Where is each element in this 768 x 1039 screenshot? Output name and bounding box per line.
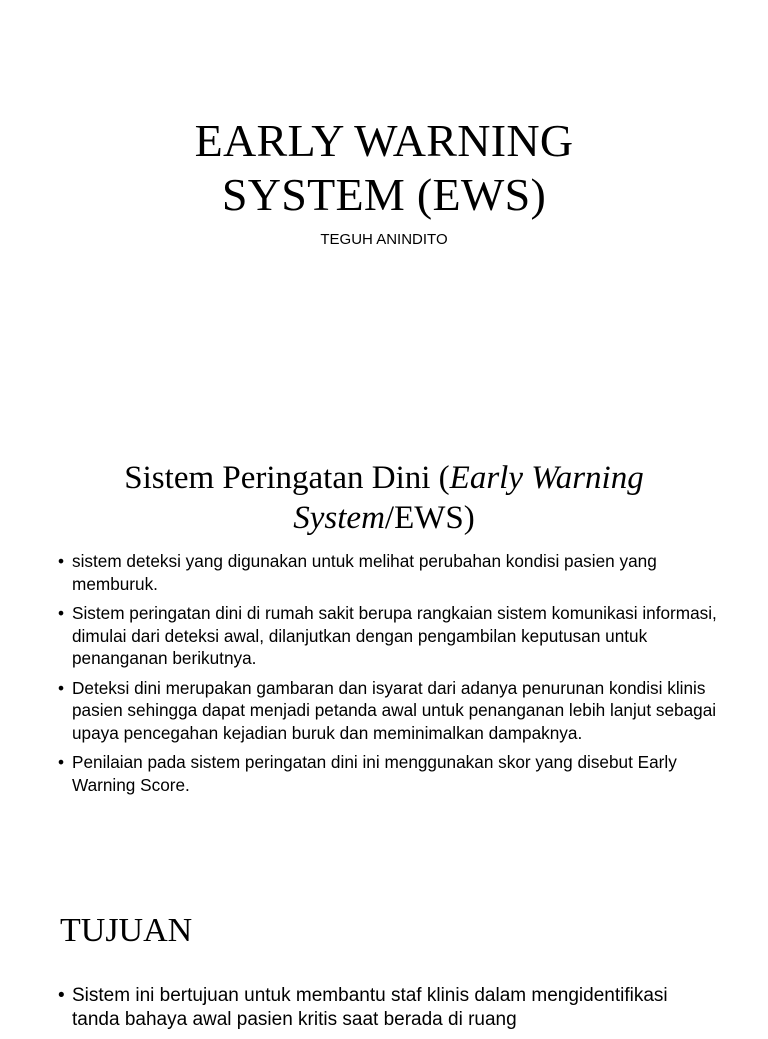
bullet-icon: • [58, 752, 65, 772]
definition-bullet-list [58, 550, 718, 803]
bullet-text: Sistem ini bertujuan untuk membantu staf klinis dalam mengidentifikasi tanda bahaya awal pasien kritis saat berada di ruang [72, 985, 668, 1030]
bullet-text: Sistem peringatan dini di rumah sakit berupa rangkaian sistem komunikasi informasi, dimulai dari deteksi awal, dilanjutkan dengan pengambilan keputusan untuk penanganan berikutnya. [72, 603, 717, 668]
list-item [58, 550, 718, 595]
bullet-icon: • [58, 603, 65, 623]
bullet-icon: • [58, 985, 65, 1006]
purpose-bullet-list [58, 984, 718, 1039]
title-prefix: Sistem Peringatan Dini ( [124, 460, 450, 496]
title-line-1: EARLY WARNING [194, 115, 574, 166]
bullet-icon: • [58, 551, 65, 571]
list-item [58, 602, 718, 670]
list-item [58, 677, 718, 745]
title-italic-2: System [293, 500, 385, 536]
definition-title [60, 458, 708, 538]
slide-title [0, 0, 768, 420]
bullet-text: sistem deteksi yang digunakan untuk melihat perubahan kondisi pasien yang memburuk. [72, 551, 657, 594]
presentation-title [0, 114, 768, 222]
bullet-text: Deteksi dini merupakan gambaran dan isyarat dari adanya penurunan kondisi klinis pasien sehingga dapat menjadi petanda awal untuk penanganan lebih lanjut sebagai upaya pencegahan kejadian buruk dan meminimalkan dampaknya. [72, 677, 717, 743]
bullet-icon: • [58, 677, 65, 698]
bullet-text: Penilaian pada sistem peringatan dini ini menggunakan skor yang disebut Early Warning Score. [72, 752, 677, 795]
list-item [58, 751, 718, 796]
purpose-title: TUJUAN [60, 912, 193, 949]
slide-purpose [0, 880, 768, 1030]
title-italic-1: Early Warning [449, 460, 644, 496]
title-suffix: /EWS) [384, 500, 475, 536]
list-item [58, 984, 718, 1032]
title-line-2: SYSTEM (EWS) [221, 169, 547, 220]
slide-definition [0, 420, 768, 880]
author-name: TEGUH ANINDITO [320, 231, 448, 248]
